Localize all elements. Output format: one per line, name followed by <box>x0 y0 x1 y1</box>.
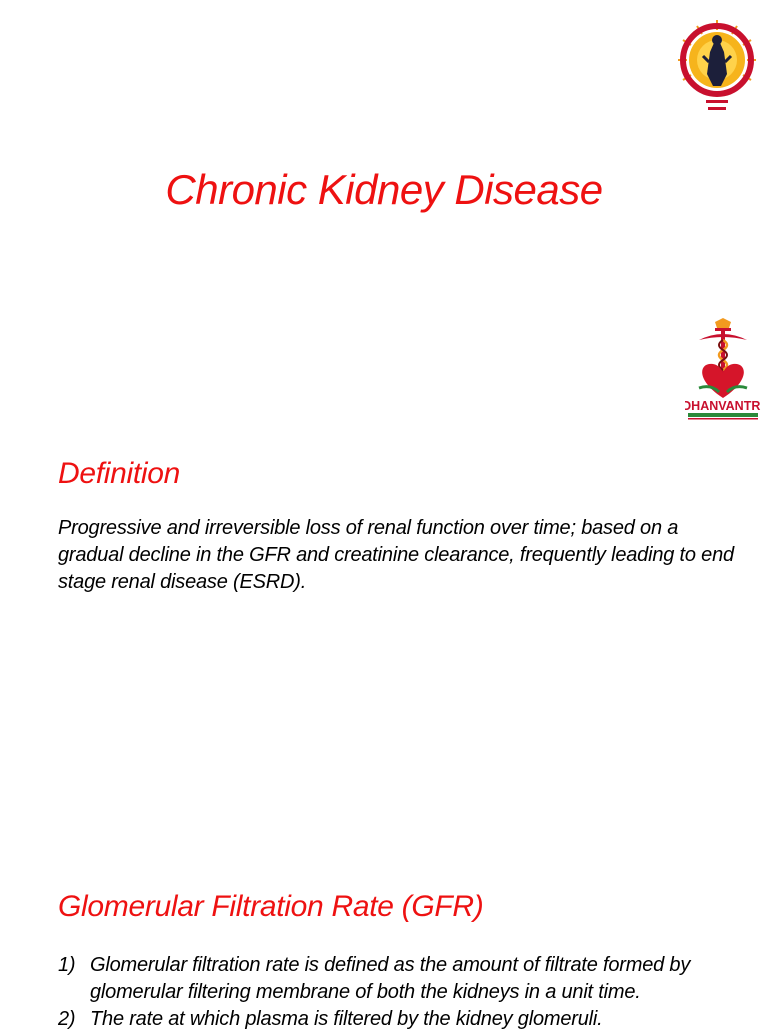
list-item-number: 1) <box>58 954 76 976</box>
hospital-wordmark: DHANVANTRI <box>685 399 761 413</box>
definition-heading: Definition <box>58 457 181 490</box>
gfr-list <box>58 952 738 1033</box>
definition-text: Progressive and irreversible loss of renal function over time; based on a gradual decline in the GFR and creatinine clearance, frequently leading to end stage renal disease (ESRD). <box>58 517 734 593</box>
gfr-heading: Glomerular Filtration Rate (GFR) <box>58 890 484 923</box>
institute-seal-icon <box>678 8 756 118</box>
list-item-text: The rate at which plasma is filtered by the kidney glomeruli. <box>90 1008 603 1030</box>
list-item-number: 2) <box>58 1008 76 1030</box>
hospital-logo-icon <box>685 318 761 422</box>
list-item <box>58 1006 738 1033</box>
list-item-text: Glomerular filtration rate is defined as the amount of filtrate formed by glomerular filtering membrane of both the kidneys in a unit time. <box>90 954 691 1003</box>
list-item <box>58 952 738 1006</box>
slide-title: Chronic Kidney Disease <box>165 166 603 213</box>
